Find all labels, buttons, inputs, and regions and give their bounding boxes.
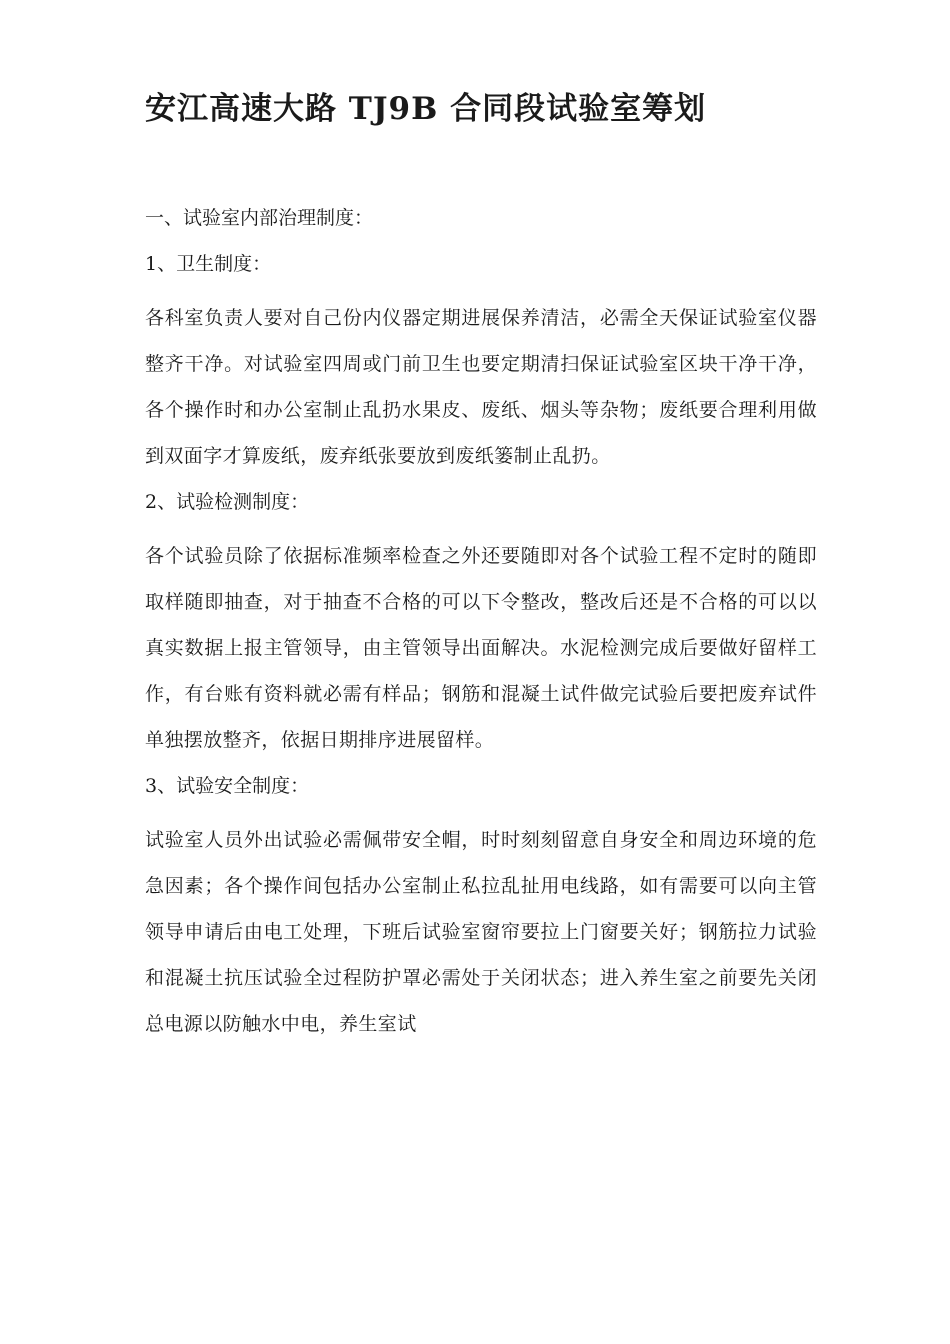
item-body-hygiene: 各科室负责人要对自己份内仪器定期进展保养清洁，必需全天保证试验室仪器整齐干净。对试验室四周或门前卫生也要定期清扫保证试验室区块干净干净，各个操作时和办公室制止乱扔水果皮、废纸、烟头等杂物；废纸要合理利用做到双面字才算废纸，废弃纸张要放到废纸篓制止乱扔。 [145, 307, 817, 467]
section-heading: 一、试验室内部治理制度： [145, 207, 374, 229]
item-heading-testing: 2、试验检测制度： [145, 491, 310, 513]
document-title: 安江高速大路 TJ9B 合同段试验室筹划 [145, 91, 707, 127]
item-body-testing: 各个试验员除了依据标准频率检查之外还要随即对各个试验工程不定时的随即取样随即抽查，对于抽查不合格的可以下令整改，整改后还是不合格的可以以真实数据上报主管领导，由主管领导出面解决。水泥检测完成后要做好留样工作，有台账有资料就必需有样品；钢筋和混凝土试件做完试验后要把废弃试件单独摆放整齐，依据日期排序进展留样。 [145, 545, 817, 751]
document-body [145, 195, 825, 1047]
item-heading-hygiene: 1、卫生制度： [145, 253, 272, 275]
item-body-safety: 试验室人员外出试验必需佩带安全帽，时时刻刻留意自身安全和周边环境的危急因素；各个操作间包括办公室制止私拉乱扯用电线路，如有需要可以向主管领导申请后由电工处理，下班后试验室窗帘要拉上门窗要关好；钢筋拉力试验和混凝土抗压试验全过程防护罩必需处于关闭状态；进入养生室之前要先关闭总电源以防触水中电，养生室试 [145, 829, 817, 1035]
item-heading-safety: 3、试验安全制度： [145, 775, 310, 797]
